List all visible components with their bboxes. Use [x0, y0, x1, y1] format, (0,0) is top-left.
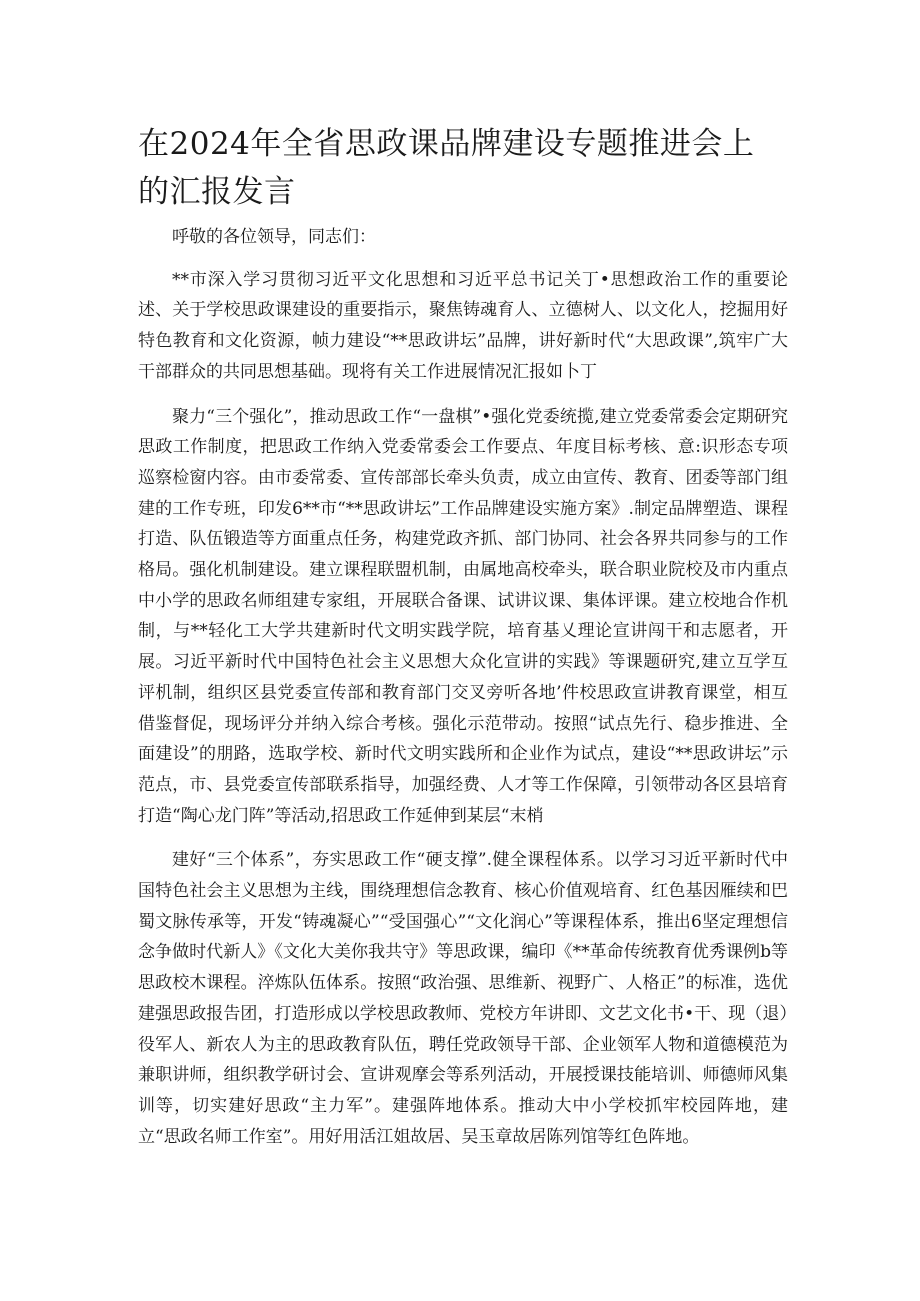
paragraph-three-systems: 建好“三个体系”，夯实思政工作“硬支撑”.健全课程体系。以学习习近平新时代中国特色社会主义思想为主线，围绕理想信念教育、核心价值观培育、红色基因雁续和巴蜀文脉传承等，开发“铸魂凝心”“受国强心”“文化润心”等课程体系，推出6坚定理想信念争做时代新人》《文化大美你我共守》等思政课，编印《**革命传统教育优秀课例b等思政校木课程。淬炼队伍体系。按照“政治强、思维新、视野广、人格正”的标准，选优建强思政报告团，打造形成以学校思政教师、党校方年讲即、文艺文化书•干、现（退）役军人、新农人为主的思政教育队伍，聘任党政领导干部、企业领军人物和道德模范为兼职讲师，组织教学研讨会、宣讲观摩会等系列活动，开展授课技能培训、师德师风集训等，切实建好思政“主力军”。建强阵地体系。推动大中小学校抓牢校园阵地，建立“思政名师工作室”。用好用活江姐故居、吴玉章故居陈列馆等红色阵地。: [138, 850, 788, 1147]
salutation: 呼敬的各位领导，同志们：: [172, 227, 376, 247]
paragraph-three-strengthenings: 聚力“三个强化”，推动思政工作“一盘棋”•强化党委统揽,建立党委常委会定期研究思政工作制度，把思政工作纳入党委常委会工作要点、年度目标考核、意:识形态专项巡察检窗内容。由市委常委、宣传部部长牵头负责，成立由宣传、教育、团委等部门组建的工作专班，印发6**市“**思政讲坛”工作品牌建设实施方案》.制定品牌塑造、课程打造、队伍锻造等方面重点任务，构建党政齐抓、部门协同、社会各界共同参与的工作格局。强化机制建设。建立课程联盟机制，由属地高校牵头，联合职业院校及市内重点中小学的思政名师组建专家组，开展联合备课、试讲议课、集体评课。建立校地合作机制，与**轻化工大学共建新时代文明实践学院，培育基乂理论宣讲闯干和志愿者，开展。习近平新时代中国特色社会主义思想大众化宣讲的实践》等课题研究,建立互学互评机制，组织区县党委宣传部和教育部门交叉旁听各地’件校思政宣讲教育课堂，相互借鉴督促，现场评分并纳入综合考核。强化示范带动。按照“试点先行、稳步推进、全面建设”的朋路，选取学校、新时代文明实践所和企业作为试点，建设“**思政讲坛”示范点，市、县党委宣传部联系指导，加强经费、人才等工作保障，引领带动各区县培育打造“陶心龙门阵”等活动,招思政工作延伸到某层“末梢: [138, 406, 788, 826]
paragraph-intro: **市深入学习贯彻习近平文化思想和习近平总书记关丁•思想政治工作的重要论述、关于学校思政课建设的重要指示，聚焦铸魂育人、立德树人、以文化人，挖掘用好特色教育和文化资源，帧力建设“**思政讲坛”品牌，讲好新时代“大思政课”,筑牢广大干部群众的共同思想基础。现将有关工作进展情况汇报如卜丁: [138, 269, 788, 382]
document-title: 在2024年全省思政课品牌建设专题推进会上的汇报发言: [138, 126, 755, 210]
document-body: [138, 222, 788, 1166]
